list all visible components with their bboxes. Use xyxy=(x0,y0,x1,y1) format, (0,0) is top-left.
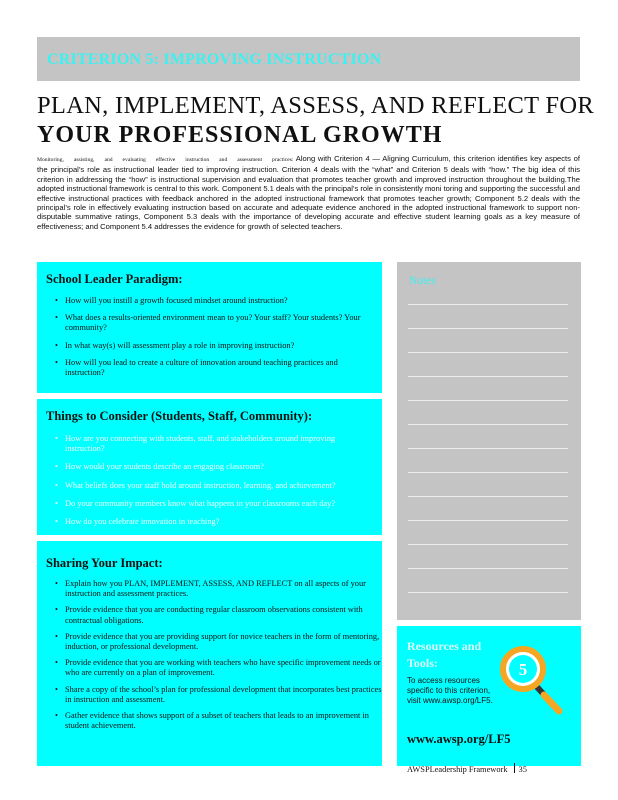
list-item-text: How are you connecting with students, staff, and stakeholders around improving instruction? xyxy=(65,434,336,454)
intro-paragraph xyxy=(37,154,580,231)
notes-panel xyxy=(397,262,581,620)
note-line xyxy=(408,472,568,473)
bullet-icon: • xyxy=(55,313,58,323)
bullet-icon: • xyxy=(55,296,58,305)
bullet-icon: • xyxy=(55,579,58,588)
list-item-text: How will you lead to create a culture of innovation around teaching practices and instruction? xyxy=(65,357,338,378)
list-item xyxy=(55,499,376,509)
bullet-icon: • xyxy=(55,658,58,668)
page-number: 35 xyxy=(518,765,527,774)
list-item xyxy=(55,605,382,625)
list-item-text: What beliefs does your staff hold around instruction, learning, and achievement? xyxy=(65,480,336,490)
panel-title: Things to Consider (Students, Staff, Community): xyxy=(46,409,313,423)
list-item-text: Share a copy of the school’s plan for professional development that incorporates best practices in instruction and assessment. xyxy=(65,684,382,704)
list-item xyxy=(55,632,382,652)
note-line xyxy=(408,400,568,401)
things-to-consider-panel xyxy=(37,399,382,535)
list-item-text: In what way(s) will assessment play a role in improving instruction? xyxy=(65,340,295,350)
note-line xyxy=(408,520,568,521)
list-item xyxy=(55,434,376,454)
bullet-icon: • xyxy=(55,684,58,694)
list-item xyxy=(55,711,382,731)
evidence-list xyxy=(55,579,382,737)
list-item xyxy=(55,685,382,705)
headline-line-1: PLAN, IMPLEMENT, ASSESS, AND REFLECT FOR xyxy=(37,92,594,119)
list-item-text: What does a results-oriented environment mean to you? Your staff? Your students? Your community? xyxy=(65,313,361,333)
bullet-icon: • xyxy=(55,434,58,443)
bullet-icon: • xyxy=(55,631,58,641)
list-item xyxy=(55,313,376,333)
bullet-icon: • xyxy=(55,357,58,367)
list-item-text: How would your students describe an engaging classroom? xyxy=(65,462,264,472)
list-item-text: Provide evidence that you are working with teachers who have specific improvement needs or who are currently on a plan of improvement. xyxy=(65,658,381,678)
list-item-text: Do your community members know what happens in your classrooms each day? xyxy=(65,498,336,508)
footer-divider xyxy=(514,763,515,773)
bullet-icon: • xyxy=(55,605,58,615)
notes-title: Notes xyxy=(409,275,436,287)
list-item xyxy=(55,462,376,472)
question-list xyxy=(55,434,376,535)
list-item xyxy=(55,296,376,306)
note-line xyxy=(408,328,568,329)
resources-text: To access resources specific to this criterion, visit www.awsp.org/LF5. xyxy=(407,676,493,705)
criterion-banner xyxy=(37,37,580,81)
intro-body: Along with Criterion 4 — Aligning Curriculum, this criterion identifies key aspects of the principal’s role as instructional leader tied to improving instruction. Criterion 4 deals with the “what” and Criterion 5 deals with “how.” The big idea of this criterion in addressing the “how” is instructional supervision and evaluation that promotes teacher growth and improved instruction throughout the building.The adopted instructional framework is central to this work. Component 5.1 deals with the principal’s role in consistently moni toring and supporting the successful and effective instructional practices with feedback anchored in the adopted instructional framework that promotes teacher growth; Component 5.2 deals with the principal’s role in effectively evaluating instruction based on accurate and adequate evidence anchored in the adopted instructional framework to support non-disputable summative ratings, Component 5.3 deals with the importance of developing accurate and effective student learning goals as a key measure of effectiveness; and Component 5.4 addresses the evidence for growth of selected teachers. xyxy=(37,154,580,231)
note-line xyxy=(408,424,568,425)
note-line xyxy=(408,496,568,497)
bullet-icon: • xyxy=(55,498,58,508)
resources-panel xyxy=(397,626,581,766)
note-line xyxy=(408,352,568,353)
note-line xyxy=(408,568,568,569)
note-line xyxy=(408,376,568,377)
bullet-icon: • xyxy=(55,711,58,721)
list-item-text: How will you instill a growth focused mindset around instruction? xyxy=(65,296,288,305)
list-item xyxy=(55,579,382,599)
note-line xyxy=(408,304,568,305)
list-item-text: How do you celebrate innovation in teaching? xyxy=(65,517,220,527)
bullet-icon: • xyxy=(55,480,58,490)
magnifying-glass-icon xyxy=(499,643,567,719)
criterion-title: CRITERION 5: IMPROVING INSTRUCTION xyxy=(47,51,382,68)
list-item xyxy=(55,481,376,491)
page-footer xyxy=(407,763,527,774)
note-line xyxy=(408,592,568,593)
panel-title: Sharing Your Impact: xyxy=(46,556,163,570)
sharing-your-impact-panel xyxy=(37,541,382,766)
school-leader-paradigm-panel xyxy=(37,262,382,393)
bullet-icon: • xyxy=(55,462,58,472)
question-list xyxy=(55,296,376,385)
list-item xyxy=(55,517,376,527)
list-item xyxy=(55,358,376,378)
bullet-icon: • xyxy=(55,340,58,350)
panel-title: School Leader Paradigm: xyxy=(46,272,183,286)
note-line xyxy=(408,544,568,545)
publication-name: AWSPLeadership Framework xyxy=(407,765,508,774)
criterion-number: 5 xyxy=(518,660,528,679)
resources-link[interactable]: www.awsp.org/LF5 xyxy=(407,732,511,746)
headline-line-2: YOUR PROFESSIONAL GROWTH xyxy=(37,122,443,148)
list-item xyxy=(55,658,382,678)
list-item-text: Gather evidence that shows support of a subset of teachers that leads to an improvement in student achievement. xyxy=(65,711,369,731)
resources-title: Resources and Tools: xyxy=(407,639,482,670)
list-item-text: Explain how you PLAN, IMPLEMENT, ASSESS, AND REFLECT on all aspects of your instruction and assessment practices. xyxy=(65,579,366,599)
bullet-icon: • xyxy=(55,517,58,527)
list-item-text: Provide evidence that you are providing support for novice teachers in the form of mentoring, induction, or professional development. xyxy=(65,631,380,652)
list-item-text: Provide evidence that you are conducting regular classroom observations consistent with contractual obligations. xyxy=(65,605,363,625)
intro-lead: Monitoring, assisting, and evaluating effective instruction and assessment practices: xyxy=(37,157,294,163)
list-item xyxy=(55,341,376,351)
note-line xyxy=(408,448,568,449)
